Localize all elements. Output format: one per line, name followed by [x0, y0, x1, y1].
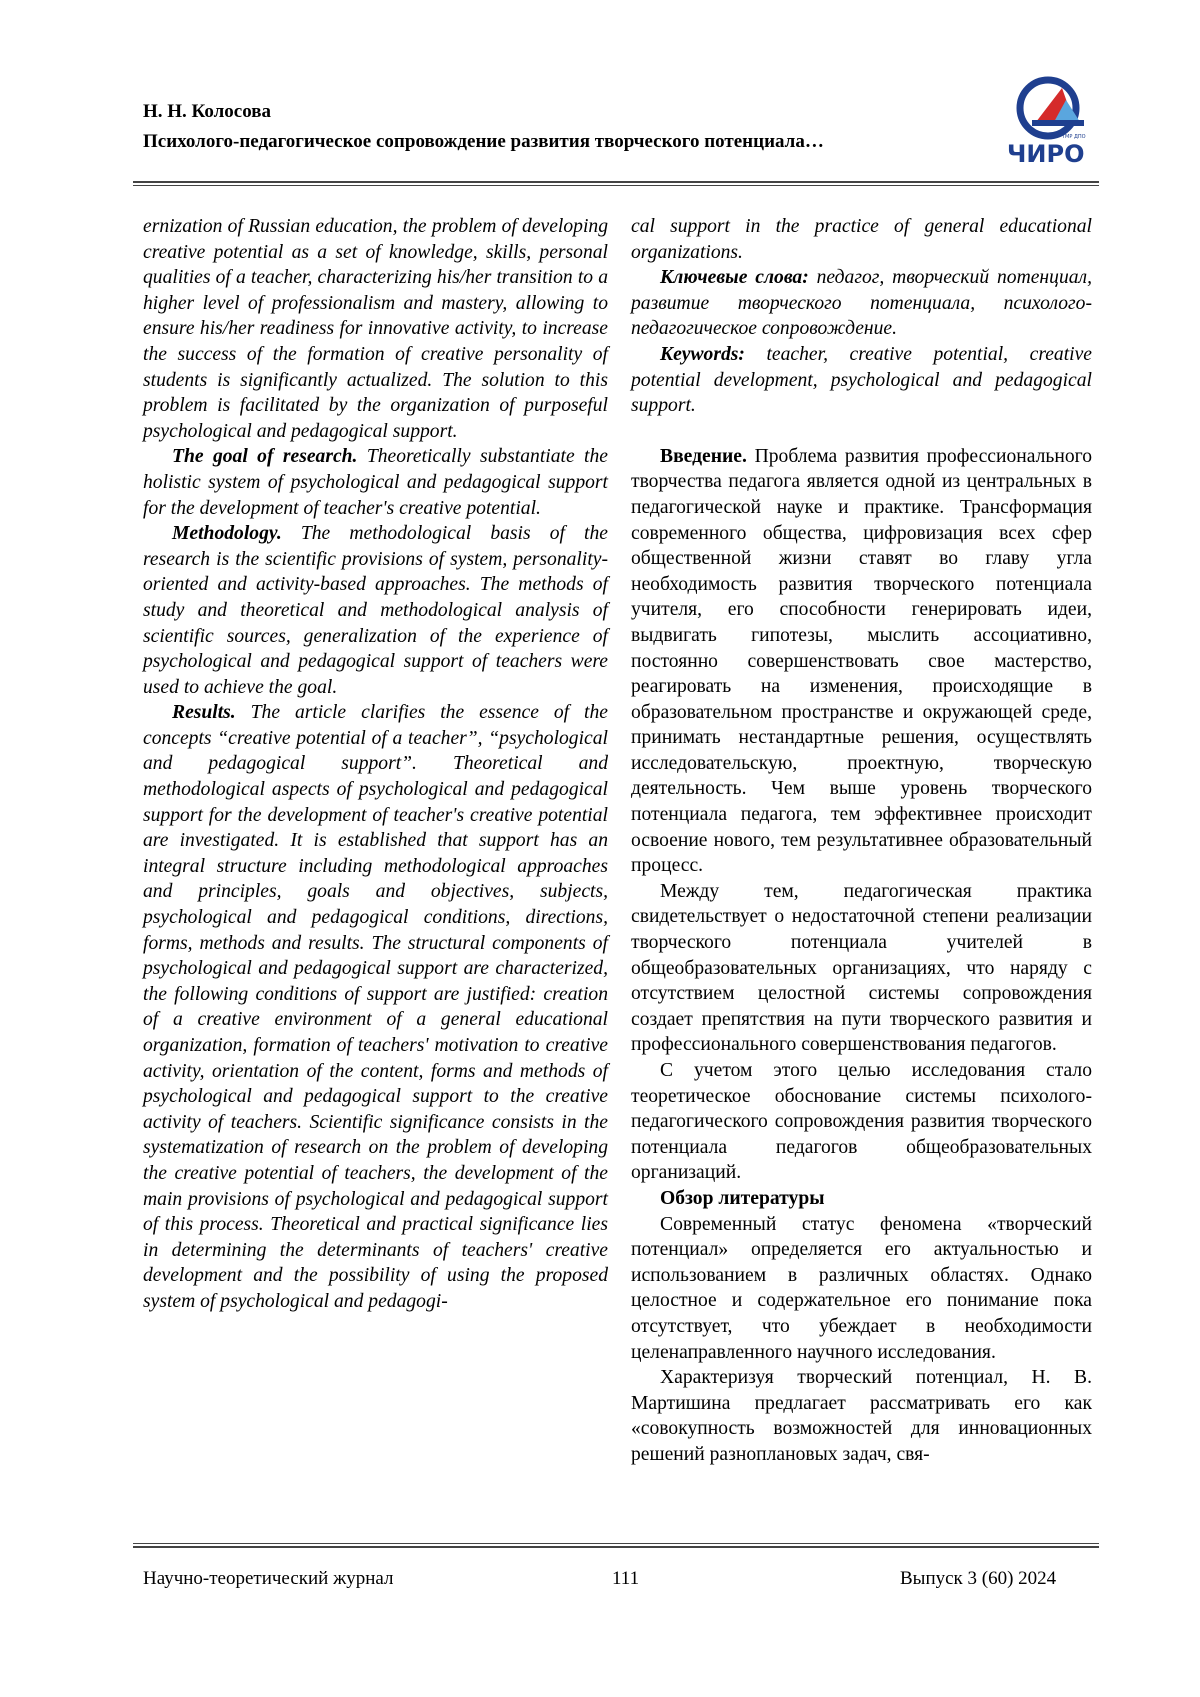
- methodology-label: Methodology.: [172, 523, 282, 545]
- chiro-logo: [1004, 70, 1094, 170]
- footer-divider-thin: [133, 1543, 1099, 1544]
- introduction-text: Проблема развития профессионального творчества педагога является одной из центральных в педагогической науке и практике. Трансформация современного общества, цифровизация всех сфер общественной жизни ставят во главу угла необходимость развития творческого потенциала учителя, его способности генерировать идеи, выдвигать гипотезы, мыслить ассоциативно, постоянно совершенствовать свое мастерство, реагировать на изменения, происходящие в образовательном пространстве и окружающей среде, принимать нестандартные решения, осуществлять исследовательскую, проектную, творческую деятельность. Чем выше уровень творческого потенциала педагога, тем эффективнее происходит освоение нового, тем результативнее образовательный процесс.: [631, 445, 1092, 877]
- research-goal-paragraph: С учетом этого целью исследования стало теоретическое обоснование системы психолого-педагогического сопровождения развития творческого потенциала педагогов общеобразовательных организаций.: [631, 1060, 1092, 1184]
- results-label: Results.: [172, 702, 236, 724]
- keywords-ru-label: Ключевые слова:: [660, 267, 809, 289]
- journal-name: Научно-теоретический журнал: [143, 1568, 394, 1589]
- keywords-ru: [631, 265, 1092, 342]
- header-divider: [133, 181, 1099, 183]
- meanwhile-paragraph: Между тем, педагогическая практика свидетельствует о недостаточной степени реализации творческого потенциала учителей в общеобразовательных организациях, что наряду с отсутствием целостной системы сопровождения создает препятствия на пути творческого развития и профессионального совершенствования педагогов.: [631, 880, 1092, 1056]
- keywords-ru-text: педагог, творческий потенциал, развитие творческого потенциала, психолого-педагогическое сопровождение.: [631, 267, 1092, 340]
- right-column: [631, 214, 1092, 1468]
- keywords-en: [631, 342, 1092, 419]
- goal-label: The goal of research.: [172, 446, 358, 468]
- martishina-paragraph: Характеризуя творческий потенциал, Н. В. Мартишина предлагает рассматривать его как «совокупность возможностей для инновационных решений разноплановых задач, свя-: [631, 1367, 1092, 1465]
- footer-divider: [133, 1546, 1099, 1548]
- introduction-label: Введение.: [660, 445, 747, 467]
- left-column: [143, 214, 608, 1315]
- introduction-paragraph: [631, 444, 1092, 879]
- logo-text: ЧИРО: [1007, 140, 1085, 168]
- goal-text: Theoretically substantiate the holistic system of psychological and pedagogical support for the development of teacher's creative potential.: [143, 446, 608, 519]
- header-divider-thin: [133, 185, 1099, 186]
- author-name: Н. Н. Колосова: [143, 101, 272, 122]
- keywords-en-text: teacher, creative potential, creative potential development, psychological and pedagogical support.: [631, 343, 1092, 417]
- logo-small-text: ТМР ДПО: [1062, 134, 1086, 140]
- goal-paragraph: [143, 444, 608, 521]
- issue-info: Выпуск 3 (60) 2024: [900, 1568, 1057, 1589]
- logo-base: [1032, 120, 1084, 126]
- methodology-text: The methodological basis of the research is the scientific provisions of system, personality-oriented and activity-based approaches. The methods of study and theoretical and methodological analysis of scientific sources, generalization of the experience of psychological and pedagogical support of teachers were used to achieve the goal.: [143, 523, 608, 698]
- article-running-title: Психолого-педагогическое сопровождение развития творческого потенциала…: [143, 131, 824, 152]
- results-paragraph: [143, 700, 608, 1314]
- keywords-en-label: Keywords:: [660, 343, 745, 365]
- status-paragraph: Современный статус феномена «творческий потенциал» определяется его актуальностью и использованием в различных областях. Однако целостное и содержательное его понимание пока отсутствует, что убеждает в необходимости целенаправленного научного исследования.: [631, 1213, 1092, 1363]
- page-number: 111: [612, 1568, 640, 1589]
- methodology-paragraph: [143, 521, 608, 700]
- abstract-continuation: ernization of Russian education, the problem of developing creative potential as a set of knowledge, skills, personal qualities of a teacher, characterizing his/her transition to a higher level of professionalism and mastery, allowing to ensure his/her readiness for innovative activity, to increase the success of the formation of creative personality of students is significantly actualized. The solution to this problem is facilitated by the organization of purposeful psychological and pedagogical support.: [143, 216, 608, 442]
- abstract-end: cal support in the practice of general educational organizations.: [631, 216, 1092, 263]
- literature-review-heading: Обзор литературы: [660, 1187, 825, 1209]
- results-text: The article clarifies the essence of the concepts “creative potential of a teacher”, “psychological and pedagogical support”. Theoretical and methodological aspects of psychological and pedagogical support for the development of teacher's creative potential are investigated. It is established that support has an integral structure including methodological approaches and principles, goals and objectives, subjects, psychological and pedagogical conditions, directions, forms, methods and results. The structural components of psychological and pedagogical support are characterized, the following conditions of support are justified: creation of a creative environment of a general educational organization, formation of teachers' motivation to creative activity, orientation of the content, forms and methods of psychological and pedagogical support to the creative activity of teachers. Scientific significance consists in the systematization of research on the problem of developing the creative potential of teachers, the development of the main provisions of psychological and pedagogical support of this process. Theoretical and practical significance lies in determining the determinants of teachers' creative development and the possibility of using the proposed system of psychological and pedagogi-: [143, 702, 608, 1312]
